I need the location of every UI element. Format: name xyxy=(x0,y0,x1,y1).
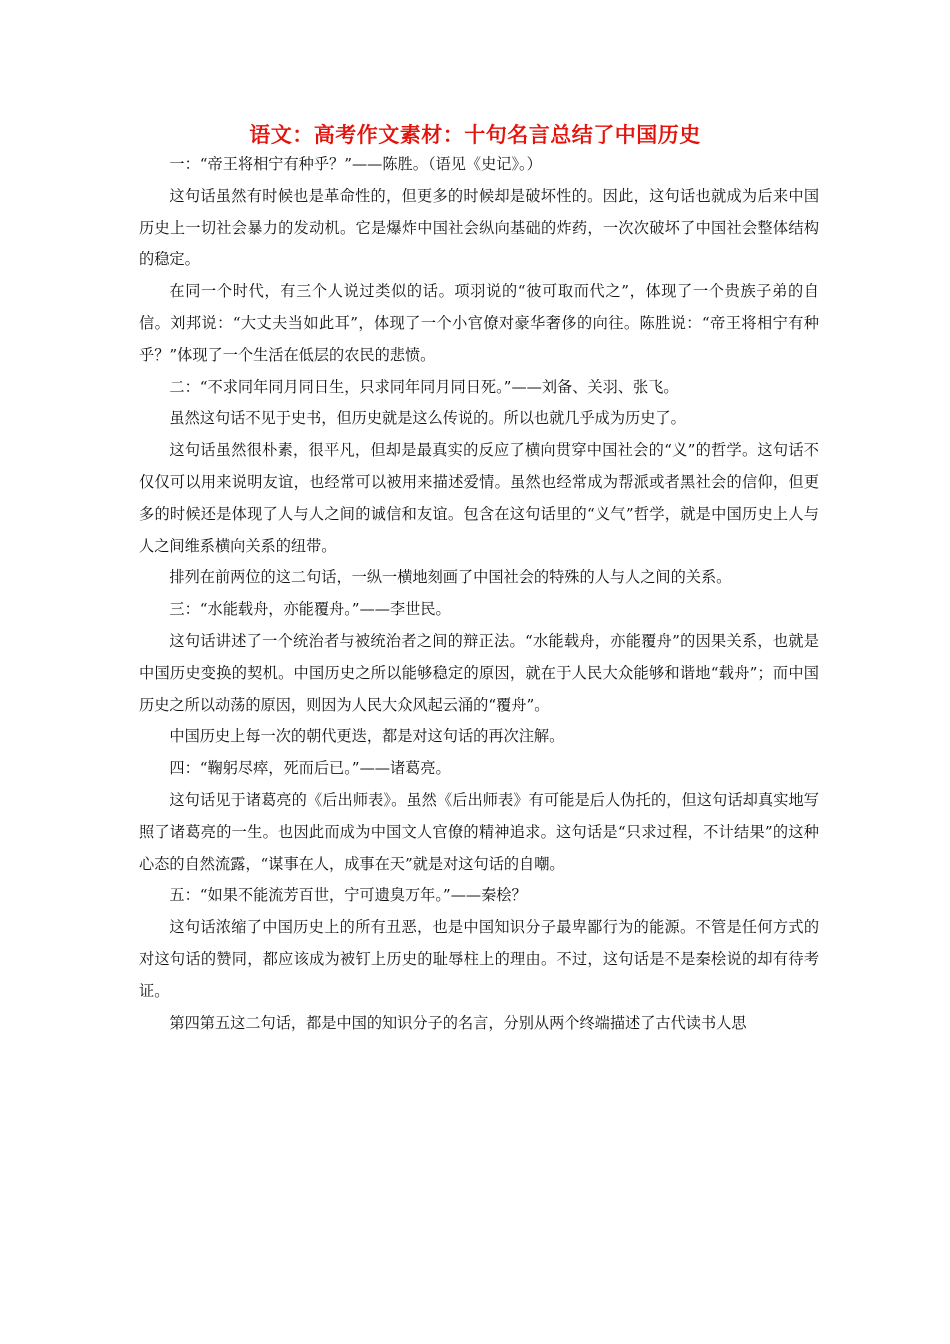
paragraph: 排列在前两位的这二句话，一纵一横地刻画了中国社会的特殊的人与人之间的关系。 xyxy=(169,568,732,587)
paragraph: 这句话讲述了一个统治者与被统治者之间的辩正法。“水能载舟，亦能覆舟”的因果关系，也就是中国历史变换的契机。中国历史之所以能够稳定的原因，就在于人民大众能够和谐地“载舟”；而中国历史之所以动荡的原因，则因为人民大众风起云涌的“覆舟”。 xyxy=(139,631,819,714)
paragraph: 这句话浓缩了中国历史上的所有丑恶，也是中国知识分子最卑鄙行为的能源。不管是任何方式的对这句话的赞同，都应该成为被钉上历史的耻辱柱上的理由。不过，这句话是不是秦桧说的却有待考证。 xyxy=(139,918,819,1000)
document-title: 语文：高考作文素材：十句名言总结了中国历史 xyxy=(249,122,701,147)
paragraph: 这句话虽然很朴素，很平凡，但却是最真实的反应了横向贯穿中国社会的“义”的哲学。这句话不仅仅可以用来说明友谊，也经常可以被用来描述爱情。虽然也经常成为帮派或者黑社会的信仰，但更多的时候还是体现了人与人之间的诚信和友谊。包含在这句话里的“义气”哲学，就是中国历史上人与人之间维系横向关系的纽带。 xyxy=(139,441,819,555)
paragraph: 三：“水能载舟，亦能覆舟。”——李世民。 xyxy=(169,600,451,619)
paragraph: 这句话虽然有时候也是革命性的，但更多的时候却是破坏性的。因此，这句话也就成为后来中国历史上一切社会暴力的发动机。它是爆炸中国社会纵向基础的炸药，一次次破坏了中国社会整体结构的稳定。 xyxy=(139,186,819,269)
paragraph: 一：“帝王将相宁有种乎？”——陈胜。（语见《史记》。） xyxy=(169,155,542,173)
paragraph: 中国历史上每一次的朝代更迭，都是对这句话的再次注解。 xyxy=(169,727,565,746)
paragraph: 四：“鞠躬尽瘁，死而后已。”——诸葛亮。 xyxy=(169,759,451,778)
paragraph: 在同一个时代，有三个人说过类似的话。项羽说的“彼可取而代之”，体现了一个贵族子弟的自信。刘邦说：“大丈夫当如此耳”，体现了一个小官僚对豪华奢侈的向往。陈胜说：“帝王将相宁有种乎？”体现了一个生活在低层的农民的悲愤。 xyxy=(139,282,819,364)
paragraph: 五：“如果不能流芳百世，宁可遗臭万年。”——秦桧？ xyxy=(169,886,527,905)
document-body xyxy=(139,149,819,1039)
paragraph: 这句话见于诸葛亮的《后出师表》。虽然《后出师表》有可能是后人伪托的，但这句话却真实地写照了诸葛亮的一生。也因此而成为中国文人官僚的精神追求。这句话是“只求过程，不计结果”的这种心态的自然流露，“谋事在人，成事在天”就是对这句话的自嘲。 xyxy=(139,790,819,873)
paragraph: 第四第五这二句话，都是中国的知识分子的名言，分别从两个终端描述了古代读书人思 xyxy=(169,1013,747,1032)
paragraph: 虽然这句话不见于史书，但历史就是这么传说的。所以也就几乎成为历史了。 xyxy=(169,409,686,428)
paragraph: 二：“不求同年同月同日生，只求同年同月同日死。”——刘备、关羽、张飞。 xyxy=(169,377,679,396)
